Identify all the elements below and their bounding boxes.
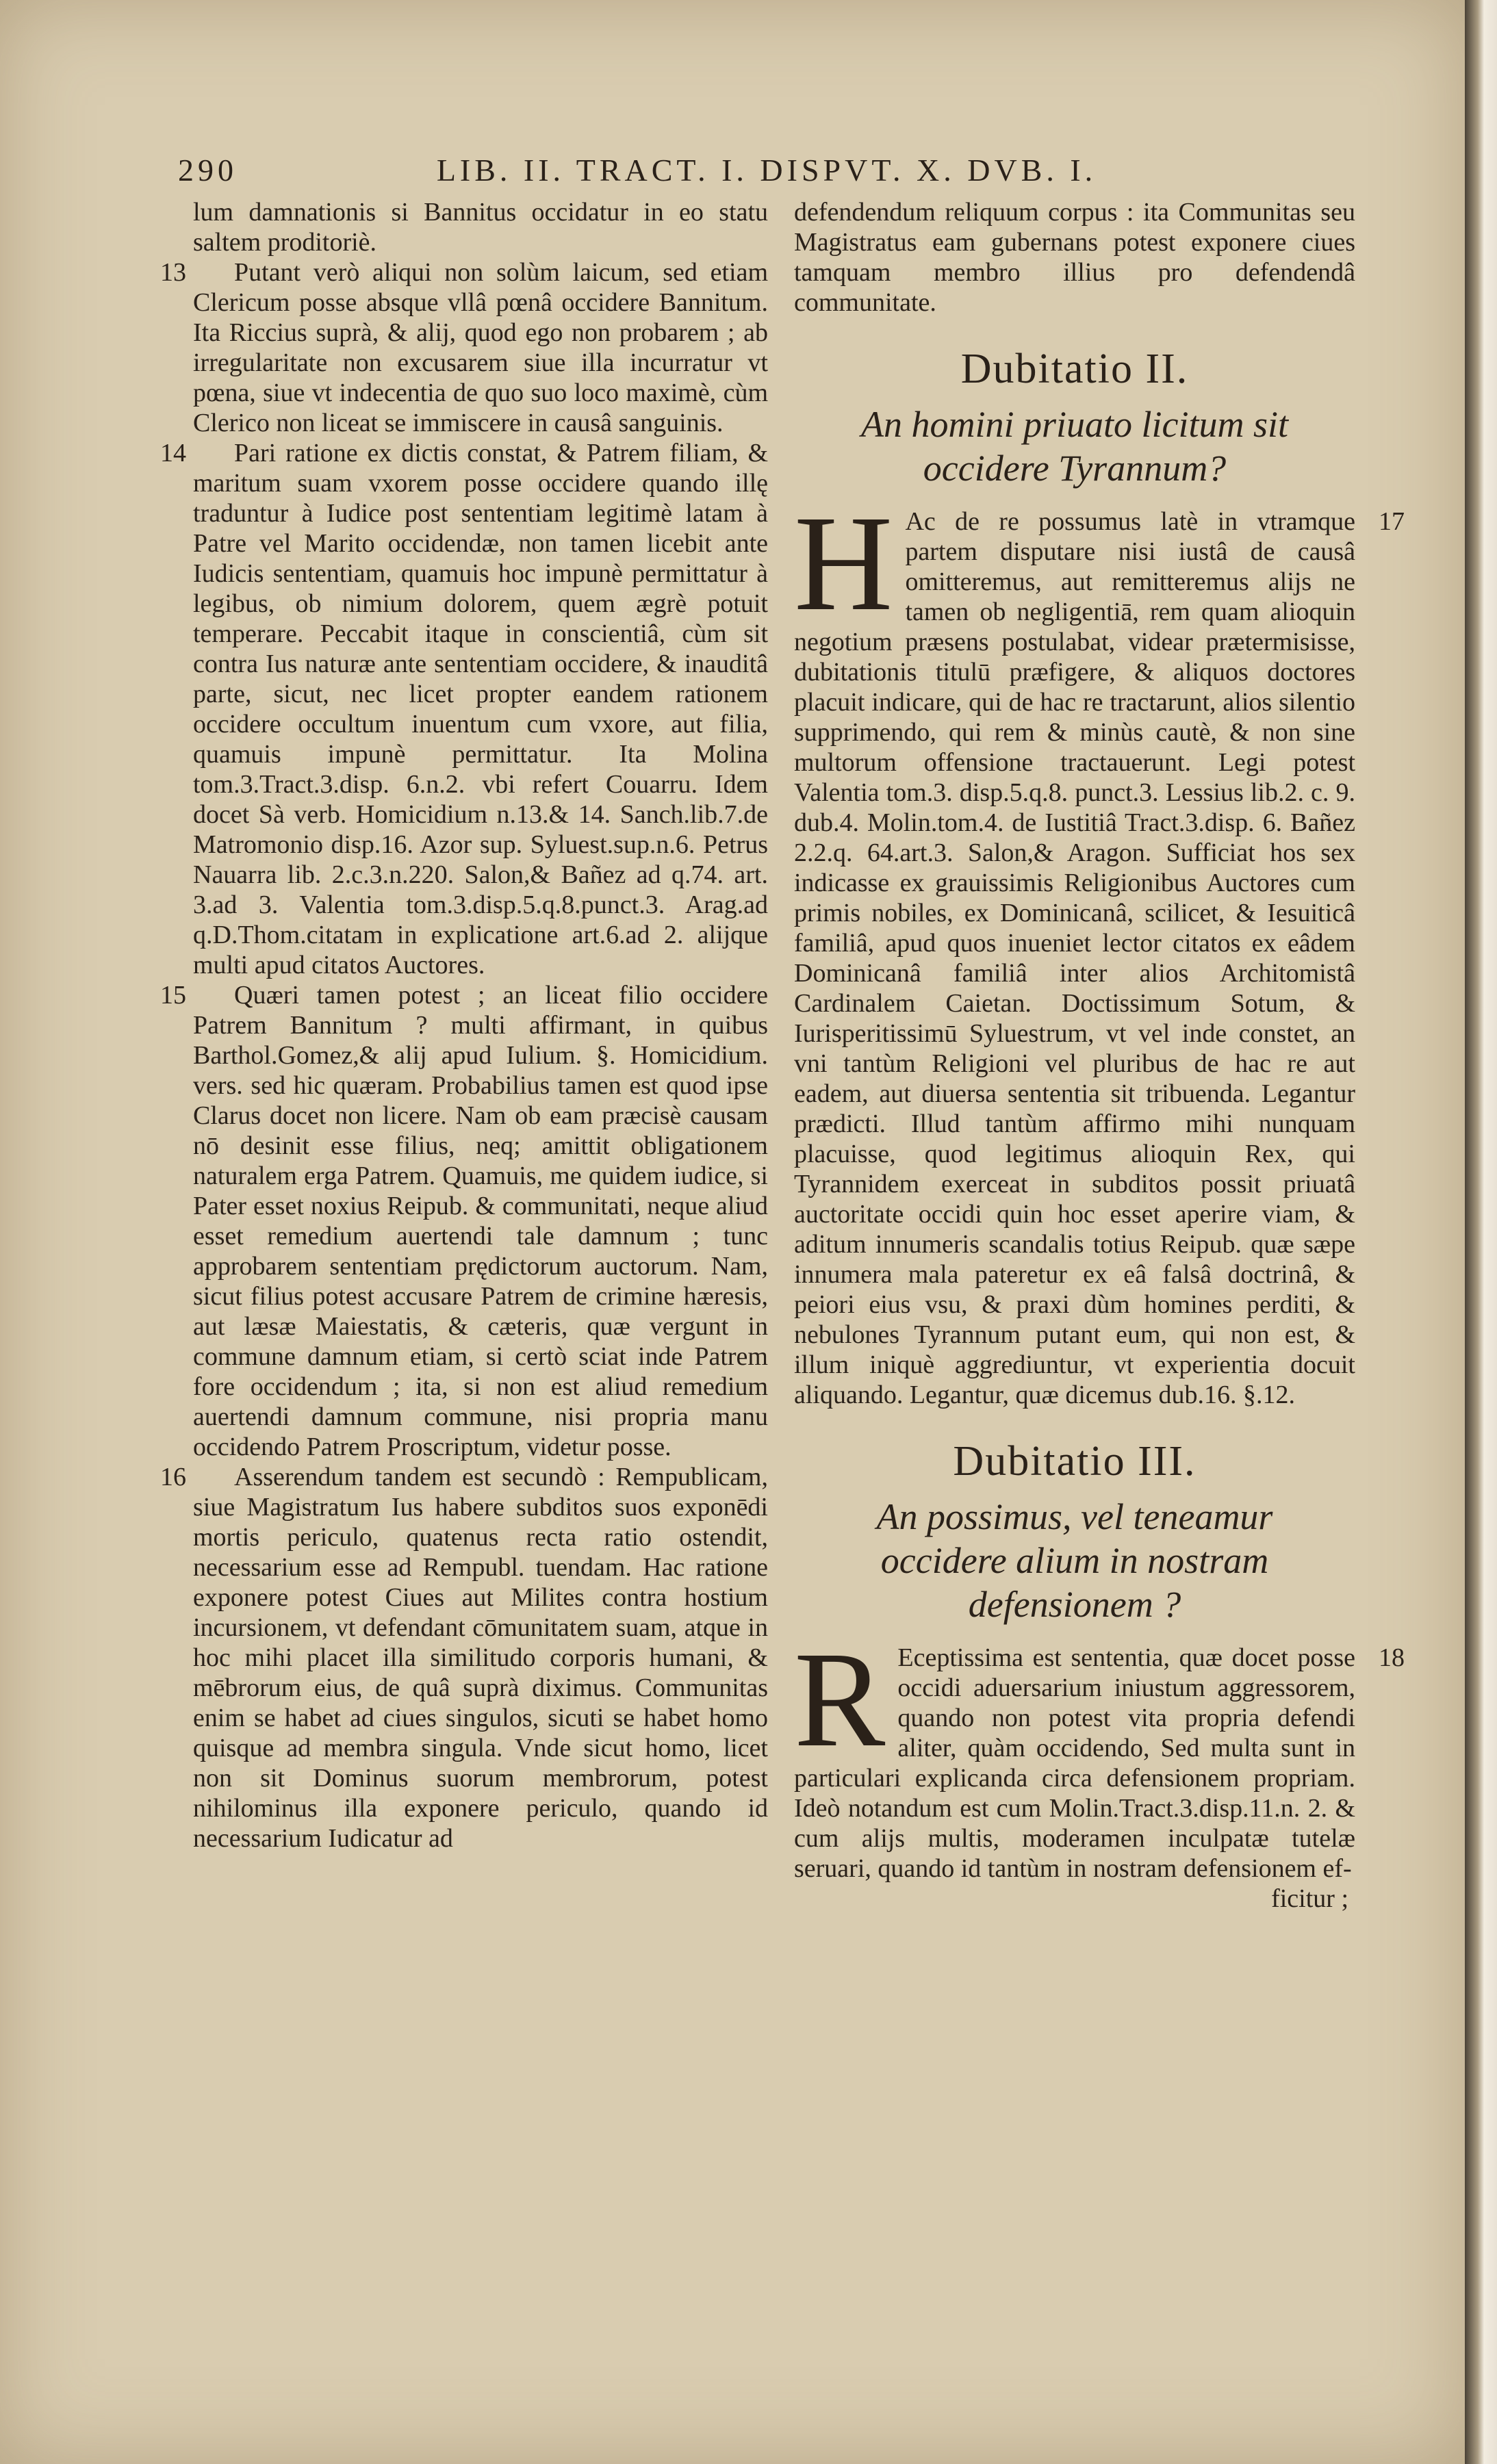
section-16 — [160, 1462, 768, 1853]
page-number: 290 — [178, 153, 238, 188]
paragraph — [794, 1624, 1355, 1884]
page-edge — [1465, 0, 1497, 2464]
left-column — [160, 197, 768, 2250]
page-header — [178, 152, 1355, 200]
right-column — [794, 197, 1405, 2250]
margin-number: 15 — [160, 981, 186, 1010]
dubitatio-heading: Dubitatio III. — [953, 1438, 1197, 1485]
dubitatio-question: An homini priuato licitum sit occidere Tyrannum? — [860, 404, 1288, 489]
section-13 — [160, 257, 768, 438]
drop-cap: H — [794, 488, 893, 639]
paragraph-continuation: defendendum reliquum corpus : ita Communitas seu Magistratus eam gubernans potest exponere ciues tamquam membro illius pro defendendâ communitate. — [794, 198, 1355, 317]
margin-number: 17 — [1379, 507, 1405, 536]
section-15 — [160, 980, 768, 1462]
dubitatio-question: An possimus, vel teneamur occidere alium in nostram defensionem ? — [876, 1496, 1273, 1625]
margin-number: 13 — [160, 258, 186, 287]
paragraph: Asserendum tandem est secundò : Rempublicam, siue Magistratum Ius habere subditos suos exponēdi mortis periculo, quatenus recta ratio ostendit, necessarium esse ad Rempubl. tuendam. Hac ratione exponere potest Ciues aut Milites contra hostium incursionem, vt defendant cōmunitatem suam, atque in hoc mihi placet illa similitudo corporis humani, & mēbrorum eius, de quâ suprà diximus. Communitas enim se habet ad ciues singulos, sicuti se habet homo quisque ad membra singula. Vnde sicut homo, licet non sit Dominus suorum membrorum, potest nihilominus illa exponere periculo, quando id necessarium Iudicatur ad — [193, 1463, 768, 1853]
margin-number: 14 — [160, 439, 186, 467]
margin-number: 16 — [160, 1463, 186, 1491]
dubitatio-heading: Dubitatio II. — [960, 346, 1189, 392]
margin-number: 18 — [1379, 1643, 1405, 1672]
paragraph: Putant verò aliqui non solùm laicum, sed etiam Clericum posse absque vllâ pœnâ occidere Bannitum. Ita Riccius suprà, & alij, quod ego non probarem ; ab irregularitate non excusarem siue illa incurratur vt pœna, siue vt indecentia de quo suo loco maximè, cùm Clerico non liceat se immiscere in causâ sanguinis. — [193, 258, 768, 437]
catchword: ficitur ; — [1271, 1884, 1348, 1913]
paragraph-text: Ac de re possumus latè in vtramque partem disputare nisi iustâ de causâ omitteremus, aut remitteremus alijs ne tamen ob negligentiā, rem quam alioquin negotium præsens postulabat, videar prætermisisse, dubitationis titulū præfigere, & aliquos doctores placuit indicare, qui de hac re tractarunt, alios silentio supprimendo, qui rem & minùs cautè, & non sine multorum offensione tractauerunt. Legi potest Valentia tom.3. disp.5.q.8. punct.3. Lessius lib.2. c. 9. dub.4. Molin.tom.4. de Iustitiâ Tract.3.disp. 6. Bañez 2.2.q. 64.art.3. Salon,& Aragon. Sufficiat hos sex indicasse ex grauissimis Religionibus Auctores cum primis nobiles, ex Dominicanâ, scilicet, & Iesuiticâ familiâ, apud quos inueniet lector citatos ex eâdem Dominicanâ familiâ inter alios Architomistâ Cardinalem Caietan. Doctissimum Sotum, & Iurisperitissimū Syluestrum, vt vel inde constet, an vni tantùm Religioni vel pluribus de hac re aut eadem, aut diuersa sententia sit tribuenda. Legantur prædicti. Illud tantùm affirmo mihi nunquam placuisse, quod legitimus alioquin Rex, qui Tyrannidem exerceat in subditos possit priuatâ auctoritate occidi quin hoc esset aperire viam, & aditum innumeris scandalis totius Reipub. quæ sæpe innumera mala pateretur ex eâ falsâ doctrinâ, & peiori eius vsu, & praxi dùm homines perditi, & nebulones Tyrannum putant eum, qui non est, & illum iniquè aggrediuntur, vt experientia docuit aliquando. Legantur, quæ dicemus dub.16. §.12. — [794, 507, 1355, 1409]
section-18 — [794, 1624, 1405, 1884]
paragraph-text: Eceptissima est sententia, quæ docet posse occidi aduersarium iniustum aggressorem, quando non potest vita propria defendi aliter, quàm occidendo, Sed multa sunt in particulari explicanda circa defensionem propriam. Ideò notandum est cum Molin.Tract.3.disp.11.n. 2. & cum alijs multis, moderamen inculpatæ tutelæ seruari, quando id tantùm in nostram defensionem ef- — [794, 1643, 1355, 1883]
section-17 — [794, 488, 1405, 1410]
drop-cap: R — [794, 1624, 886, 1775]
paragraph: Quæri tamen potest ; an liceat filio occidere Patrem Bannitum ? multi affirmant, in quibus Barthol.Gomez,& alij apud Iulium. §. Homicidium. vers. sed hic quæram. Probabilius tamen est quod ipse Clarus docet non licere. Nam ob eam præcisè causam nō desinit esse filius, neq; amittit obligationem naturalem erga Patrem. Quamuis, me quidem iudice, si Pater esset noxius Reipub. & communitati, neque aliud esset remedium auertendi tale damnum ; tunc approbarem sententiam prędictorum auctorum. Nam, sicut filius potest accusare Patrem de crimine hæresis, aut læsæ Maiestatis, & cæteris, quæ vergunt in commune damnum etiam, si certò sciat inde Patrem fore occidendum ; ita, si non est aliud remedium auertendi damnum commune, nisi propria manu occidendo Patrem Proscriptum, videtur posse. — [193, 981, 768, 1461]
running-title: LIB. II. TRACT. I. DISPVT. X. DVB. I. — [436, 153, 1097, 188]
paragraph: Pari ratione ex dictis constat, & Patrem filiam, & maritum suam vxorem posse occidere quando illę traduntur à Iudice post sententiam legitimè latam à Patre vel Marito occidendæ, non tamen licebit ante Iudicis sententiam, quamuis hoc impunè permittatur à legibus, ob nimium dolorem, quem ægrè potuit temperare. Peccabit itaque in conscientiâ, cùm sit contra Ius naturæ ante sententiam occidere, & inauditâ parte, sicut, nec licet propter eandem rationem occidere occultum inuentum cum vxore, aut filia, quamuis impunè permittatur. Ita Molina tom.3.Tract.3.disp. 6.n.2. vbi refert Couarru. Idem docet Sà verb. Homicidium n.13.& 14. Sanch.lib.7.de Matromonio disp.16. Azor sup. Syluest.sup.n.6. Petrus Nauarra lib. 2.c.3.n.220. Salon,& Bañez ad q.74. art. 3.ad 3. Valentia tom.3.disp.5.q.8.punct.3. Arag.ad q.D.Thom.citatam in explicatione art.6.ad 2. alijque multi apud citatos Auctores. — [193, 439, 768, 979]
paragraph — [794, 488, 1355, 1410]
paragraph-continuation: lum damnationis si Bannitus occidatur in eo statu saltem proditoriè. — [193, 198, 768, 257]
section-14 — [160, 438, 768, 980]
